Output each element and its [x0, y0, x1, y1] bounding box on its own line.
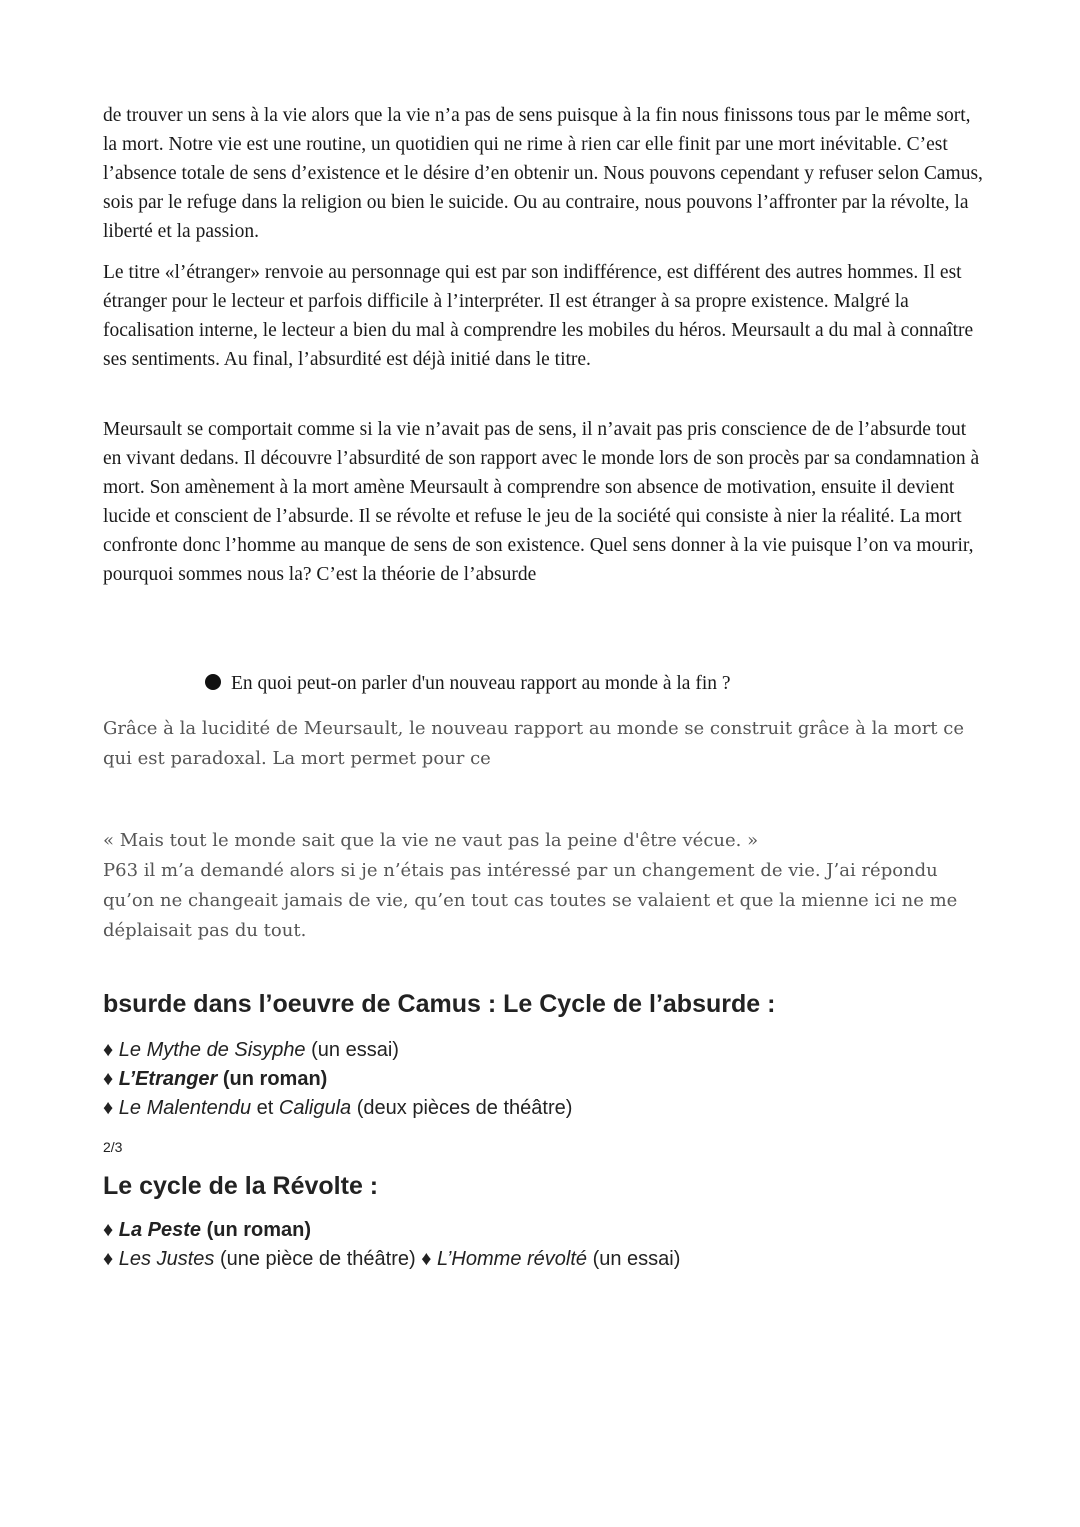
- work-genre: (un roman): [217, 1068, 328, 1090]
- diamond-bullet-icon: ♦: [421, 1248, 432, 1270]
- list-item: [103, 1094, 1003, 1123]
- page-number: 2/3: [103, 1139, 123, 1155]
- paragraph-absurd-meaning: de trouver un sens à la vie alors que la vie n’a pas de sens puisque à la fin nous finissons tous par le même sort, la mort. Notre vie est une routine, un quotidien qui ne rime à rien car elle finit par une mort inévitable. C’est l’absence totale de sens d’existence et le désire d’en obtenir un. Nous pouvons cependant y refuser selon Camus, sois par le refuge dans la religion ou bien le suicide. Ou au contraire, nous pouvons l’affronter par la révolte, la liberté et la passion.: [103, 105, 983, 242]
- p63-text: P63 il m’a demandé alors si je n’étais pas intéressé par un changement de vie. J’ai répondu qu’on ne changeait jamais de vie, qu’en tout cas toutes se valaient et que la mienne ici ne me déplaisait pas du tout.: [103, 860, 958, 941]
- list-cycle-absurde: [103, 1036, 1003, 1123]
- diamond-bullet-icon: ♦: [103, 1068, 114, 1090]
- quote-block: [103, 826, 983, 946]
- heading-cycle-absurde: bsurde dans l’oeuvre de Camus : Le Cycle de l’absurde :: [103, 990, 776, 1018]
- list-cycle-revolte: [103, 1216, 1003, 1274]
- list-item: [103, 1036, 1003, 1065]
- work-genre: (un roman): [201, 1219, 312, 1241]
- list-item: [103, 1065, 1003, 1094]
- list-item: [103, 1216, 1003, 1245]
- work-title: Caligula: [278, 1097, 352, 1119]
- list-item: [103, 1245, 1003, 1274]
- work-title: L’Etranger: [118, 1068, 218, 1090]
- question-text: En quoi peut-on parler d'un nouveau rapport au monde à la fin ?: [231, 673, 731, 694]
- quote-line: « Mais tout le monde sait que la vie ne vaut pas la peine d'être vécue. »: [103, 830, 759, 851]
- work-title: Les Justes: [118, 1248, 215, 1270]
- work-genre: (un essai): [305, 1039, 399, 1061]
- work-genre: (deux pièces de théâtre): [351, 1097, 573, 1119]
- work-title: Le Mythe de Sisyphe: [118, 1039, 306, 1061]
- question-heading: [205, 669, 965, 698]
- bullet-dot-icon: [205, 674, 221, 690]
- diamond-bullet-icon: ♦: [103, 1039, 114, 1061]
- diamond-bullet-icon: ♦: [103, 1219, 114, 1241]
- work-title: L’Homme révolté: [436, 1248, 588, 1270]
- diamond-bullet-icon: ♦: [103, 1097, 114, 1119]
- paragraph-meursault-revolt: Meursault se comportait comme si la vie n’avait pas de sens, il n’avait pas pris conscience de de l’absurde tout en vivant dedans. Il découvre l’absurdité de son rapport avec le monde lors de son procès par sa condamnation à mort. Son amènement à la mort amène Meursault à comprendre son absence de motivation, ensuite il devient lucide et conscient de l’absurde. Il se révolte et refuse le jeu de la société qui consiste à nier la réalité. La mort confronte donc l’homme au manque de sens de son existence. Quel sens donner à la vie puisque l’on va mourir, pourquoi sommes nous la? C’est la théorie de l’absurde: [103, 419, 980, 585]
- diamond-bullet-icon: ♦: [103, 1248, 114, 1270]
- answer-paragraph: Grâce à la lucidité de Meursault, le nouveau rapport au monde se construit grâce à la mort ce qui est paradoxal. La mort permet pour ce: [103, 718, 964, 769]
- work-genre: (un essai): [587, 1248, 681, 1270]
- heading-cycle-revolte: Le cycle de la Révolte :: [103, 1172, 379, 1200]
- work-title: Le Malentendu: [118, 1097, 252, 1119]
- work-genre: (une pièce de théâtre): [214, 1248, 422, 1270]
- conjunction: et: [251, 1097, 279, 1119]
- paragraph-title-etranger: Le titre «l’étranger» renvoie au personnage qui est par son indifférence, est différent des autres hommes. Il est étranger pour le lecteur et parfois difficile à l’interpréter. Il est étranger à sa propre existence. Malgré la focalisation interne, le lecteur a bien du mal à comprendre les mobiles du héros. Meursault a du mal à connaître ses sentiments. Au final, l’absurdité est déjà initié dans le titre.: [103, 262, 974, 370]
- work-title: La Peste: [118, 1219, 202, 1241]
